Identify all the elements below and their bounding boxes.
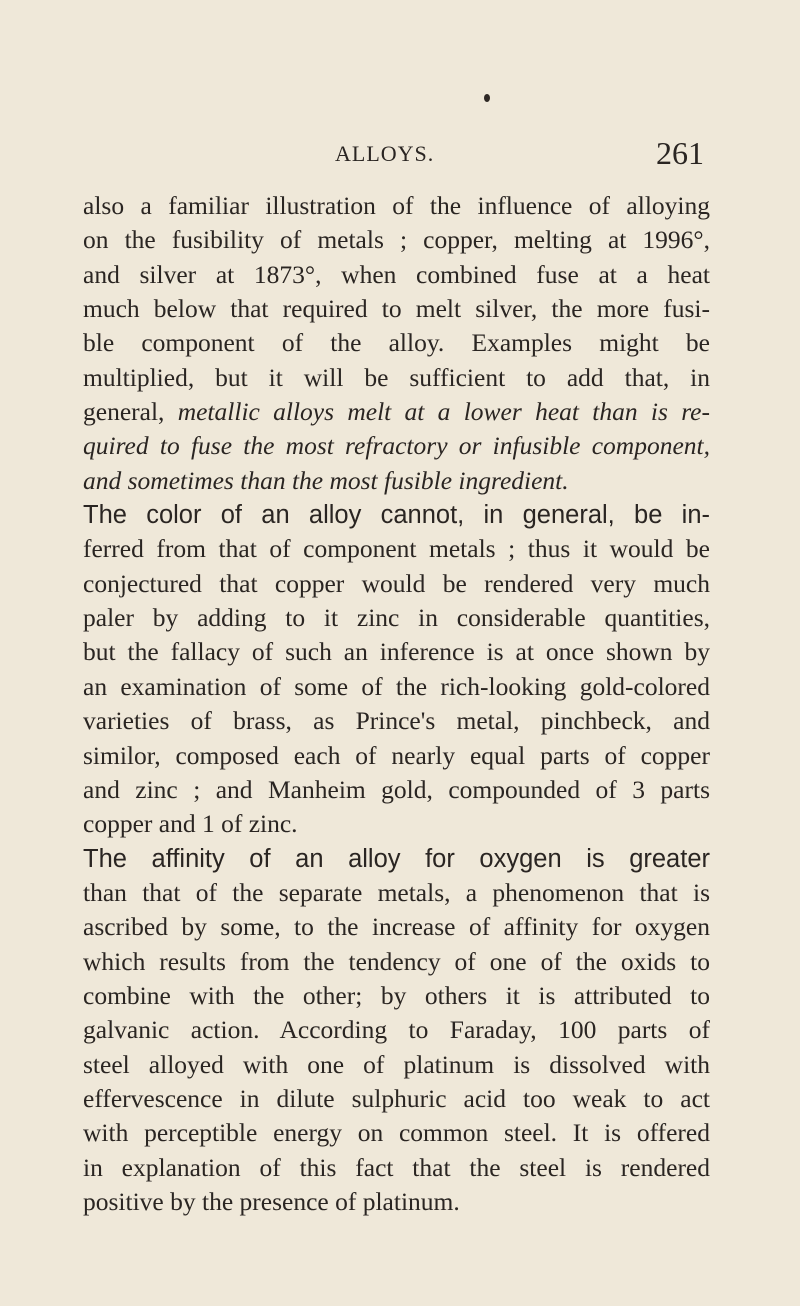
text-line: galvanic action. According to Faraday, 100 parts of — [83, 1015, 710, 1045]
text-line: effervescence in dilute sulphuric acid too weak to act — [83, 1083, 710, 1113]
text-line: multiplied, but it will be sufficient to add that, in — [83, 362, 710, 392]
text-line: similor, composed each of nearly equal parts of copper — [83, 740, 710, 770]
ink-speck — [484, 94, 490, 102]
text-line: on the fusibility of metals ; copper, melting at 1996°, — [83, 225, 710, 255]
text-line: paler by adding to it zinc in considerable quantities, — [83, 603, 710, 633]
text-line: with perceptible energy on common steel. It is offered — [83, 1118, 710, 1148]
body-text — [83, 189, 710, 1219]
italic-run: metallic alloys melt at a lower heat than is re- — [177, 397, 710, 427]
running-header — [0, 135, 800, 181]
text-line: positive by the presence of platinum. — [83, 1186, 460, 1216]
text-line: also a familiar illustration of the influence of alloying — [83, 191, 710, 220]
running-title: ALLOYS. — [335, 141, 435, 166]
text-line: copper and 1 of zinc. — [83, 809, 298, 839]
text-line-italic: and sometimes than the most fusible ingredient. — [83, 465, 569, 495]
text-line: but the fallacy of such an inference is at once shown by — [83, 637, 710, 667]
text-line: steel alloyed with one of platinum is dissolved with — [83, 1049, 710, 1079]
text-line: varieties of brass, as Prince's metal, pinchbeck, and — [83, 706, 710, 736]
text-line: an examination of some of the rich-looking gold-colored — [83, 671, 710, 701]
text-line: in explanation of this fact that the steel is rendered — [83, 1152, 710, 1182]
paragraph-lead-line: The affinity of an alloy for oxygen is greater — [83, 844, 710, 873]
text-line: and silver at 1873°, when combined fuse at a heat — [83, 259, 710, 289]
text-line: ascribed by some, to the increase of affinity for oxygen — [83, 912, 710, 942]
text-line: combine with the other; by others it is attributed to — [83, 980, 710, 1010]
paragraph-lead-line: The color of an alloy cannot, in general, be in- — [83, 501, 710, 530]
roman-run: general, — [83, 397, 165, 427]
text-line: conjectured that copper would be rendered very much — [83, 568, 710, 598]
text-line: than that of the separate metals, a phenomenon that is — [83, 877, 710, 907]
text-line: and zinc ; and Manheim gold, compounded of 3 parts — [83, 774, 710, 804]
text-line-mixed — [83, 395, 710, 429]
page-number: 261 — [656, 135, 704, 171]
text-line: which results from the tendency of one of the oxids to — [83, 946, 710, 976]
text-line: ferred from that of component metals ; thus it would be — [83, 534, 710, 564]
text-line: much below that required to melt silver, the more fusi- — [83, 294, 710, 324]
text-line: ble component of the alloy. Examples might be — [83, 328, 710, 358]
text-line-italic: quired to fuse the most refractory or infusible component, — [83, 431, 710, 461]
